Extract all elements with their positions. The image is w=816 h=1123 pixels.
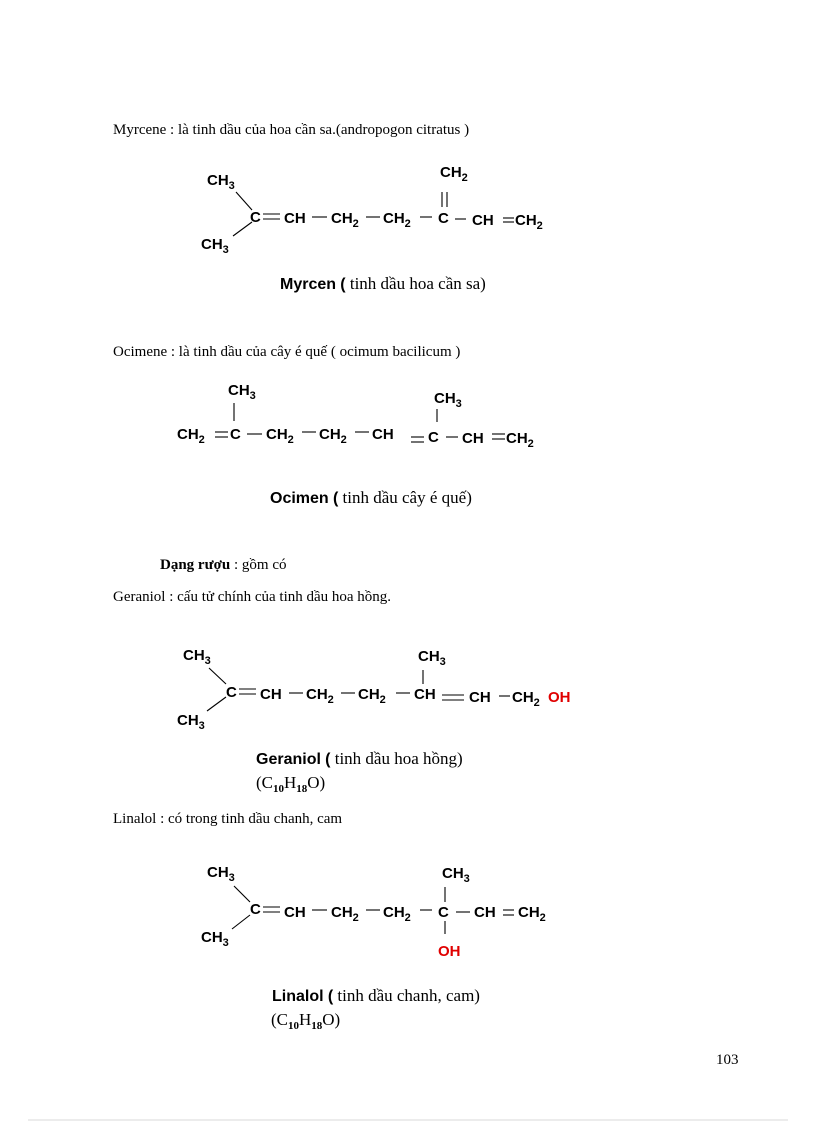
linalol-molecular-formula: $(C_{10}H_{18}O)$ [271,1010,341,1032]
linalol-caption-paren: ( [327,988,334,1005]
myrcene-ch2-b: $CH_2$ [383,210,411,230]
geraniol-ch3-top: $CH_3$ [183,647,211,667]
myrcene-ch-end: CH [472,212,494,229]
myrcene-ch2-top: $CH_2$ [440,164,468,184]
geraniol-ch-methyl: CH [414,686,436,703]
ocimene-ch2-start: $CH_2$ [177,426,205,446]
linalol-ch-end: CH [474,904,496,921]
linalol-ch2-b: $CH_2$ [383,904,411,924]
page-number: 103 [716,1052,739,1068]
myrcene-ch2-a: $CH_2$ [331,210,359,230]
linalol-ch3-bottom: $CH_3$ [201,929,229,949]
linalol-c1: C [250,901,261,918]
ocimene-ch2-b: $CH_2$ [319,426,347,446]
ocimene-ch3-b: $CH_3$ [434,390,462,410]
linalol-intro: Linalol : có trong tinh dầu chanh, cam [113,811,343,827]
geraniol-caption [256,749,463,769]
myrcene-intro: Myrcene : là tinh dầu của hoa cần sa.(andropogon citratus ) [113,122,470,138]
myrcene-c1: C [250,209,261,226]
geraniol-caption-paren: ( [325,751,331,768]
geraniol-ch3-bottom: $CH_3$ [177,712,205,732]
geraniol-intro: Geraniol : cấu tử chính của tinh dầu hoa hồng. [113,589,392,605]
myrcene-ch3-top: $CH_3$ [207,172,235,192]
geraniol-molecular-formula: $(C_{10}H_{18}O)$ [256,773,326,795]
ocimene-caption-name: Ocimen [270,490,329,507]
linalol-caption-desc: tinh dầu chanh, cam) [333,986,480,1005]
linalol-ch: CH [284,904,306,921]
linalol-caption-name: Linalol [272,988,324,1005]
linalol-ch3-top: $CH_3$ [207,864,235,884]
ocimene-formula-diagram [177,382,534,450]
ocimene-intro: Ocimene : là tinh dầu của cây é quế ( ocimum bacilicum ) [113,344,461,360]
geraniol-formula-diagram [177,647,571,732]
alcohol-heading [160,557,286,574]
myrcene-ch: CH [284,210,306,227]
linalol-formula-diagram [201,864,546,960]
geraniol-ch3-branch: $CH_3$ [418,648,446,668]
geraniol-caption-desc: tinh dầu hoa hồng) [330,749,463,768]
myrcene-caption-name: Myrcen [280,276,337,293]
ocimene-caption-paren: ( [332,490,339,507]
myrcene-formula-diagram [201,164,543,256]
ocimene-ch3-a: $CH_3$ [228,382,256,402]
linalol-caption [272,986,480,1006]
linalol-ch2-end: $CH_2$ [518,904,546,924]
myrcene-caption [280,274,486,294]
linalol-ch3-branch: $CH_3$ [442,865,470,885]
linalol-hydroxyl: OH [438,943,461,960]
ocimene-c2: C [428,429,439,446]
ocimene-ch2-end: $CH_2$ [506,430,534,450]
geraniol-c1: C [226,684,237,701]
ocimene-ch2-a: $CH_2$ [266,426,294,446]
linalol-c-quaternary: C [438,904,449,921]
alcohol-heading-label: Dạng rượu [160,557,231,573]
myrcene-ch3-bottom: $CH_3$ [201,236,229,256]
ocimene-ch: CH [372,426,394,443]
alcohol-heading-rest: : gồm có [230,557,287,573]
geraniol-hydroxyl: OH [548,689,571,706]
geraniol-ch2-a: $CH_2$ [306,686,334,706]
geraniol-ch2-oh-carbon: $CH_2$ [512,689,540,709]
myrcene-caption-desc: tinh dầu hoa cần sa) [345,274,486,293]
geraniol-ch2-b: $CH_2$ [358,686,386,706]
myrcene-c2: C [438,210,449,227]
geraniol-ch: CH [260,686,282,703]
ocimene-caption-desc: tinh dầu cây é quế) [338,488,472,507]
geraniol-caption-name: Geraniol [256,751,321,768]
page-bottom-edge [28,1119,788,1121]
ocimene-ch-end: CH [462,430,484,447]
myrcene-caption-paren: ( [340,276,346,293]
geraniol-ch-end: CH [469,689,491,706]
myrcene-ch2-end: $CH_2$ [515,212,543,232]
ocimene-caption [270,488,472,508]
ocimene-c1: C [230,426,241,443]
linalol-ch2-a: $CH_2$ [331,904,359,924]
